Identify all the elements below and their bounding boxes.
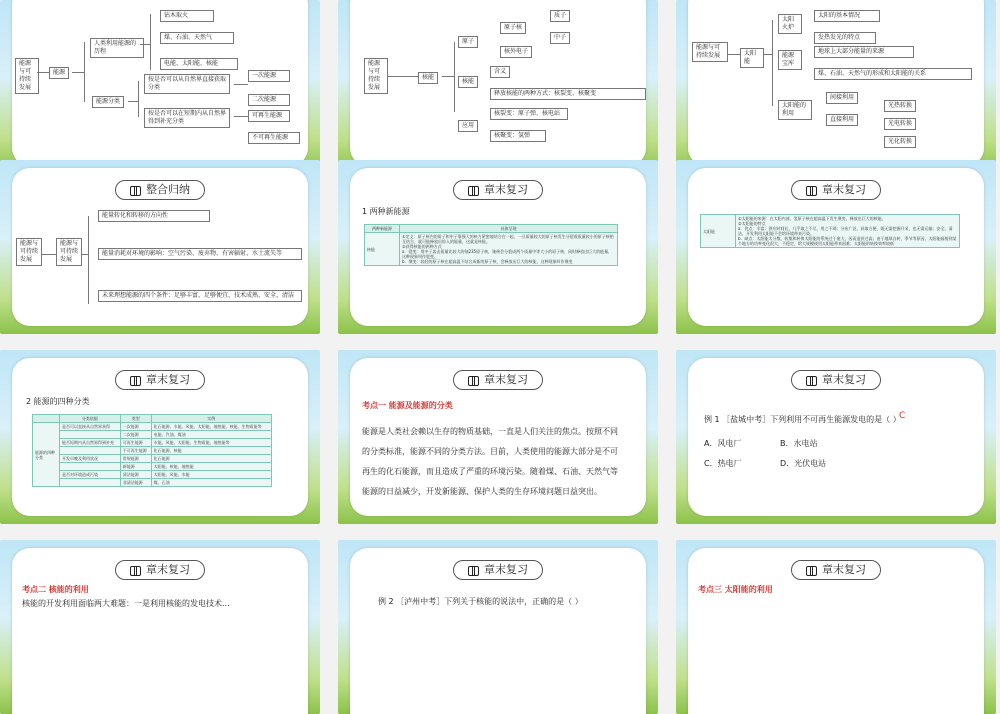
slide-card: [12, 0, 308, 166]
new-energy-table: [364, 224, 618, 266]
bank-box: 能源宝库: [778, 50, 802, 70]
col-header: 具体呈现: [400, 225, 618, 233]
atom-box: 原子: [458, 36, 478, 48]
renewable-energy: 可再生能源: [248, 110, 290, 122]
conversion-1: 光热转换: [884, 100, 916, 112]
book-icon: [806, 186, 817, 195]
exam-point-title: 考点二 核能的利用: [22, 585, 89, 594]
neutron-box: 中子: [550, 32, 570, 44]
table-cell: 可再生能源: [120, 439, 151, 447]
table-cell: 一次能源: [120, 423, 151, 431]
secondary-energy: 二次能源: [248, 94, 290, 106]
root-box: 能源与可持续发展: [692, 42, 728, 62]
nucleus-box: 原子核: [500, 22, 526, 34]
bank-item-2: 煤、石油、天然气的形成和太阳能的关系: [814, 68, 972, 80]
content-line: a．裂变：用中子轰击质量比较大的铀235原子核，铀核会分裂成两个质量中等大小的原子核，同时释放出巨大的能量，这种现象叫作裂变。: [402, 249, 613, 259]
level1-box: 能源与可持续发展: [56, 238, 82, 266]
group-label: 能源的四种分类: [33, 423, 60, 487]
slide-9[interactable]: [676, 350, 996, 524]
header-pill: 章末复习: [453, 370, 543, 390]
book-icon: [806, 376, 817, 385]
table-cell: 二次能源: [120, 431, 151, 439]
book-icon: [806, 566, 817, 575]
content-line: a．优点：丰富；供应时间长，几乎取之不尽，用之不竭；分布广泛，获取方便，既无需挖掘开采，也无需运输；安全、清洁，开发利用太阳能不会给环境带来污染。: [738, 226, 953, 236]
item-environment: 能量消耗对环境的影响：空气污染、废弃物、有害辐射、水土流失等: [98, 248, 302, 260]
header-pill: 章末复习: [453, 560, 543, 580]
history-1: 钻木取火: [160, 10, 214, 22]
option-a[interactable]: A．风电厂: [704, 439, 742, 448]
item-direction: 能量转化和转移的方向性: [98, 210, 210, 222]
table-cell: 化石能源、水能、风能、太阳能、地热能、核能、生物质能等: [151, 423, 271, 431]
branch-b-box: 能源分类: [92, 96, 124, 108]
furnace-box: 太阳火炉: [778, 14, 802, 34]
solar-table: [700, 214, 960, 248]
root-box: 能源与可持续发展: [364, 58, 388, 94]
root-box: 能源与可持续发展: [15, 58, 39, 94]
table-cell: 不可再生能源: [120, 447, 151, 455]
table-cell: 开发早晚及利用状况: [60, 455, 121, 463]
book-icon: [130, 566, 141, 575]
fission-app: 核裂变：原子弹、核电站: [490, 108, 568, 120]
electron-box: 核外电子: [500, 46, 532, 58]
slide-card: [350, 0, 646, 166]
exam-point-title: 考点三 太阳能的利用: [698, 585, 773, 594]
direct-use: 直接利用: [826, 114, 858, 126]
release-ways-box: 释放核能的两种方式：核裂变、核聚变: [490, 88, 646, 100]
primary-energy: 一次能源: [248, 70, 290, 82]
slide-card: [688, 358, 984, 516]
content-line: b．缺点：太阳能太分散，收集和转换太阳能的系统过于庞大，因而造价过高；由于地球自转，季节等原因，太阳能辐射到某个地方的功率变化很大，不稳定，给大规模使用太阳能带来困难；太阳能的转换效率较低: [738, 236, 957, 246]
header-pill: 章末复习: [453, 180, 543, 200]
question-stem: 例 1 ［盐城中考］下列利用不可再生能源发电的是（ ）: [704, 415, 901, 424]
table-cell: 是否对环境造成污染: [60, 471, 121, 479]
level1-box: 太阳能: [740, 48, 764, 68]
slide-card: [12, 168, 308, 326]
option-c[interactable]: C．热电厂: [704, 459, 742, 468]
table-cell: 常规能源: [120, 455, 151, 463]
slide-8[interactable]: [338, 350, 658, 524]
row-content: [736, 215, 960, 248]
classification-table: [32, 414, 272, 487]
nuclear-box: 核能: [458, 76, 478, 88]
slide-4[interactable]: [0, 160, 320, 334]
row-content: [400, 233, 618, 266]
table-cell: 能否短期内从自然界得到补充: [60, 439, 121, 447]
col-header: 分类依据: [60, 415, 121, 423]
slide-1[interactable]: [0, 0, 320, 174]
branch-a-box: 人类利用能源的历程: [90, 38, 144, 58]
header-pill: 章末复习: [115, 560, 205, 580]
table-cell: 清洁能源: [120, 471, 151, 479]
history-2: 煤、石油、天然气: [160, 32, 234, 44]
book-icon: [468, 376, 479, 385]
slide-card: [688, 548, 984, 714]
section-title: 2 能源的四种分类: [26, 397, 90, 406]
slide-card: [688, 168, 984, 326]
conversion-2: 光电转换: [884, 118, 916, 130]
table-cell: 煤、石油: [151, 479, 271, 487]
exam-point-body: 能源是人类社会赖以生存的物质基础，一直是人们关注的焦点。按照不同的分类标准，能源不同的分类方法。目前，人类使用的能源大部分是不可再生的化石能源，而且造成了严重的环境污染。随着煤、石油、天然气等能源的日益减少，开发新能源、保护人类的生存环境问题日益突出。: [362, 427, 618, 496]
table-cell: 水能、风能、太阳能、生物质能、地热能等: [151, 439, 271, 447]
header-pill: 章末复习: [791, 560, 881, 580]
bank-item-1: 地球上大部分能量的来源: [814, 46, 914, 58]
slide-7[interactable]: [0, 350, 320, 524]
content-line: ②太阳能的特点: [738, 221, 766, 226]
col-header: 类型: [120, 415, 151, 423]
slide-card: [350, 358, 646, 516]
book-icon: [468, 566, 479, 575]
definition-box: 含义: [490, 66, 510, 78]
nonrenewable-energy: 不可再生能源: [248, 132, 300, 144]
table-cell: 新能源: [120, 463, 151, 471]
slide-card: [12, 358, 308, 516]
table-cell: 太阳能、核能、地热能: [151, 463, 271, 471]
slide-6[interactable]: [676, 160, 996, 334]
slide-12[interactable]: [676, 540, 996, 714]
question-stem: 例 2 ［泸州中考］下列关于核能的说法中，正确的是（ ）: [378, 597, 583, 606]
table-cell: 化石能源: [151, 455, 271, 463]
table-cell: 太阳能、风能、水能: [151, 471, 271, 479]
table-cell: [60, 479, 121, 487]
item-ideal: 未来理想能源的四个条件：足够丰富、足够便宜、技术成熟、安全、清洁: [98, 290, 302, 302]
slide-10[interactable]: [0, 540, 320, 714]
classify-q1: 按是否可以从自然界直接获取分类: [144, 74, 230, 94]
exam-point-body: 核能的开发利用面临两大难题：一是利用核能的发电技术...: [22, 599, 230, 608]
slide-11[interactable]: [338, 540, 658, 714]
level1-box: 能源: [49, 67, 69, 79]
table-cell: [60, 463, 121, 471]
slide-card: [688, 0, 984, 166]
table-cell: 电能、汽油、煤油: [151, 431, 271, 439]
slide-card: [350, 548, 646, 714]
proton-box: 质子: [550, 10, 570, 22]
furnace-item-1: 太阳的基本情况: [814, 10, 880, 22]
table-cell: [60, 447, 121, 455]
header-pill: 章末复习: [791, 180, 881, 200]
answer-mark: C: [899, 411, 906, 421]
slide-2[interactable]: [338, 0, 658, 174]
table-cell: 非清洁能源: [120, 479, 151, 487]
row-label: 核能: [365, 233, 400, 266]
book-icon: [130, 376, 141, 385]
exam-point-title: 考点一 能源及能源的分类: [362, 401, 453, 410]
col-header: 实例: [151, 415, 271, 423]
indirect-use: 间接利用: [826, 92, 858, 104]
content-line: ①定义：原子核内的质子和中子靠强大的核力紧密地结合在一起，一旦质量较大的原子核发生分裂或质量较小的原子核相互结合，就可能释放出惊人的能量，这就是核能。: [402, 234, 614, 244]
option-d[interactable]: D．光伏电站: [780, 459, 827, 468]
book-icon: [468, 186, 479, 195]
level1-box: 核能: [418, 72, 438, 84]
history-3: 电能、太阳能、核能: [160, 58, 238, 70]
conversion-3: 光化转换: [884, 136, 916, 148]
classify-q2: 按是否可以在短期内从自然界得到补充分类: [144, 108, 230, 128]
table-cell: 是否可以直接从自然界获得: [60, 423, 121, 431]
slide-card: [12, 548, 308, 714]
col-header: 两种新能源: [365, 225, 400, 233]
header-pill: 章末复习: [115, 370, 205, 390]
table-cell: 化石能源、核能: [151, 447, 271, 455]
content-line: b．聚变：较轻的原子核在超高温下结合成新的原子核，会释放出巨大的核能，这种现象叫作聚变: [402, 259, 573, 264]
row-label: 太阳能: [701, 215, 736, 248]
slide-3[interactable]: [676, 0, 996, 174]
section-title: 1 两种新能源: [362, 207, 410, 216]
slide-5[interactable]: [338, 160, 658, 334]
furnace-item-2: 发热发光的特点: [814, 32, 876, 44]
use-box: 太阳能的利用: [778, 100, 812, 120]
application-box: 应用: [458, 120, 478, 132]
table-cell: [60, 431, 121, 439]
root-box: 能源与可持续发展: [16, 238, 42, 266]
header-pill: 章末复习: [791, 370, 881, 390]
fusion-app: 核聚变：氢弹: [490, 130, 546, 142]
header-pill: 整合归纳: [115, 180, 205, 200]
option-b[interactable]: B．水电站: [780, 439, 818, 448]
content-line: ②获得核能的两种方式: [402, 244, 442, 249]
book-icon: [130, 186, 141, 195]
content-line: ①太阳能的来源：在太阳内部，氢原子核在超高温下发生聚变，释放出巨大的核能。: [738, 216, 886, 221]
slide-card: [350, 168, 646, 326]
